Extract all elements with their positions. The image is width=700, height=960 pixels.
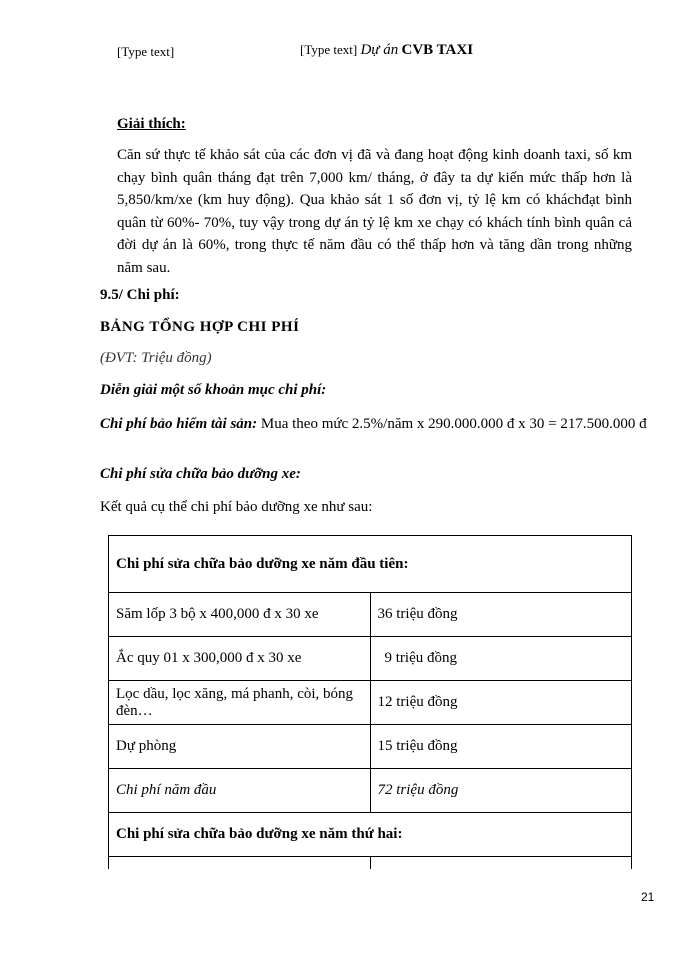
year2-header: Chi phí sửa chữa bảo dưỡng xe năm thứ hai:: [109, 813, 632, 857]
page-number: 21: [641, 890, 655, 904]
maintenance-title: Chi phí sửa chữa bảo dưỡng xe:: [100, 466, 301, 482]
maintenance-intro: Kết quả cụ thể chi phí bảo dưỡng xe như sau:: [100, 499, 373, 515]
unit-note: (ĐVT: Triệu đồng): [100, 350, 212, 366]
year1-header: Chi phí sửa chữa bảo dưỡng xe năm đầu tiên:: [109, 536, 632, 593]
project-label: Dự án: [360, 42, 399, 58]
explanation-body: Căn sứ thực tế khảo sát của các đơn vị đã và đang hoạt động kinh doanh taxi, số km chạy bình quân tháng đạt trên 7,000 km/ tháng, ở đây ta dự kiến mức thấp hơn là 5,850/km/xe (km huy động). Qua khảo sát 1 số đơn vị, tỷ lệ km có kháchđạt bình quân từ 60%- 70%, tuy vậy trong dự án tỷ lệ km xe chạy có khách tính bình quân cả đời dự án là 60%, trong thực tế năm đầu có thể thấp hơn và tăng dần trong những năm sau.: [117, 147, 632, 276]
item-cell: Dự phòng: [109, 725, 371, 769]
project-name: CVB TAXI: [401, 42, 474, 58]
item-cell: [109, 857, 371, 869]
header-left: [Type text]: [117, 44, 175, 59]
explain-items-title: Diễn giải một số khoản mục chi phí:: [100, 382, 327, 398]
table-header-row: [109, 536, 632, 593]
amount-cell: 12 triệu đồng: [370, 681, 632, 725]
table-header-row: [109, 813, 632, 857]
section-9-5-heading: 9.5/ Chi phí:: [100, 287, 180, 303]
header-center-prefix: [Type text]: [300, 42, 358, 57]
item-cell: Ắc quy 01 x 300,000 đ x 30 xe: [109, 637, 371, 681]
table-row: [109, 637, 632, 681]
table-row: [109, 857, 632, 869]
item-cell: Săm lốp 3 bộ x 400,000 đ x 30 xe: [109, 593, 371, 637]
item-cell: Lọc dầu, lọc xăng, má phanh, còi, bóng đèn…: [109, 681, 371, 725]
insurance-text: Mua theo mức 2.5%/năm x 290.000.000 đ x 30 = 217.500.000 đ: [260, 416, 647, 432]
amount-cell: 36 triệu đồng: [370, 593, 632, 637]
total-item-cell: Chi phí năm đầu: [109, 769, 371, 813]
maintenance-cost-table: [108, 535, 632, 869]
insurance-paragraph: [100, 413, 649, 436]
table-total-row: [109, 769, 632, 813]
insurance-label: Chi phí bảo hiểm tài sản:: [100, 416, 258, 432]
table-row: [109, 725, 632, 769]
table-row: [109, 593, 632, 637]
amount-cell: 15 triệu đồng: [370, 725, 632, 769]
summary-title: BẢNG TỔNG HỢP CHI PHÍ: [100, 319, 300, 335]
table-row: [109, 681, 632, 725]
total-amount-cell: 72 triệu đồng: [370, 769, 632, 813]
amount-cell: [370, 857, 632, 869]
explanation-title: Giải thích:: [117, 116, 186, 132]
amount-cell: 9 triệu đồng: [370, 637, 632, 681]
header-center: [300, 42, 473, 59]
